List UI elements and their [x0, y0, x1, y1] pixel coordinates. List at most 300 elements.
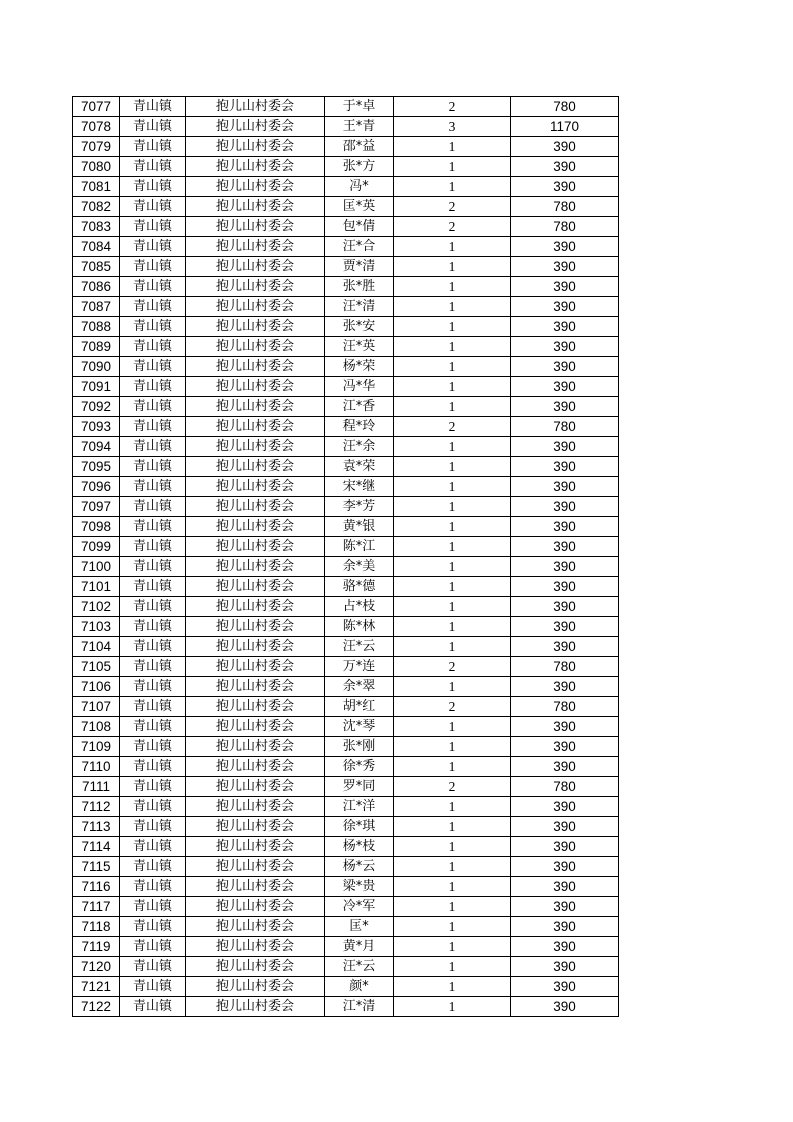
town-cell: 青山镇	[120, 317, 186, 337]
amount-cell: 390	[511, 377, 619, 397]
amount-cell: 390	[511, 457, 619, 477]
village-cell: 抱儿山村委会	[186, 397, 325, 417]
name-cell: 罗*同	[325, 777, 394, 797]
village-cell: 抱儿山村委会	[186, 197, 325, 217]
row-id-cell: 7106	[73, 677, 120, 697]
village-cell: 抱儿山村委会	[186, 417, 325, 437]
row-id-cell: 7079	[73, 137, 120, 157]
village-cell: 抱儿山村委会	[186, 937, 325, 957]
table-row	[73, 477, 619, 497]
amount-cell: 390	[511, 797, 619, 817]
town-cell: 青山镇	[120, 417, 186, 437]
amount-cell: 390	[511, 337, 619, 357]
name-cell: 于*卓	[325, 97, 394, 117]
village-cell: 抱儿山村委会	[186, 117, 325, 137]
name-cell: 杨*荣	[325, 357, 394, 377]
town-cell: 青山镇	[120, 477, 186, 497]
household-count-cell: 1	[394, 617, 511, 637]
town-cell: 青山镇	[120, 197, 186, 217]
village-cell: 抱儿山村委会	[186, 297, 325, 317]
name-cell: 江*清	[325, 997, 394, 1017]
table-row	[73, 217, 619, 237]
table-row	[73, 637, 619, 657]
village-cell: 抱儿山村委会	[186, 177, 325, 197]
town-cell: 青山镇	[120, 257, 186, 277]
row-id-cell: 7120	[73, 957, 120, 977]
town-cell: 青山镇	[120, 797, 186, 817]
name-cell: 宋*继	[325, 477, 394, 497]
amount-cell: 390	[511, 677, 619, 697]
household-count-cell: 1	[394, 877, 511, 897]
household-count-cell: 2	[394, 777, 511, 797]
village-cell: 抱儿山村委会	[186, 677, 325, 697]
name-cell: 贾*清	[325, 257, 394, 277]
household-count-cell: 1	[394, 837, 511, 857]
amount-cell: 390	[511, 997, 619, 1017]
town-cell: 青山镇	[120, 277, 186, 297]
table-row	[73, 977, 619, 997]
household-count-cell: 2	[394, 697, 511, 717]
amount-cell: 390	[511, 177, 619, 197]
row-id-cell: 7100	[73, 557, 120, 577]
town-cell: 青山镇	[120, 497, 186, 517]
table-row	[73, 557, 619, 577]
name-cell: 黄*月	[325, 937, 394, 957]
amount-cell: 780	[511, 697, 619, 717]
name-cell: 汪*云	[325, 637, 394, 657]
town-cell: 青山镇	[120, 97, 186, 117]
household-count-cell: 1	[394, 897, 511, 917]
row-id-cell: 7089	[73, 337, 120, 357]
table-row	[73, 517, 619, 537]
table-row	[73, 337, 619, 357]
row-id-cell: 7078	[73, 117, 120, 137]
town-cell: 青山镇	[120, 817, 186, 837]
table-row	[73, 577, 619, 597]
table-row	[73, 937, 619, 957]
village-cell: 抱儿山村委会	[186, 657, 325, 677]
household-count-cell: 1	[394, 497, 511, 517]
name-cell: 匡*	[325, 917, 394, 937]
row-id-cell: 7088	[73, 317, 120, 337]
amount-cell: 390	[511, 577, 619, 597]
household-count-cell: 2	[394, 97, 511, 117]
name-cell: 匡*英	[325, 197, 394, 217]
village-cell: 抱儿山村委会	[186, 957, 325, 977]
household-count-cell: 1	[394, 357, 511, 377]
table-row	[73, 537, 619, 557]
amount-cell: 780	[511, 197, 619, 217]
name-cell: 颜*	[325, 977, 394, 997]
amount-cell: 780	[511, 97, 619, 117]
village-cell: 抱儿山村委会	[186, 857, 325, 877]
village-cell: 抱儿山村委会	[186, 637, 325, 657]
name-cell: 杨*云	[325, 857, 394, 877]
amount-cell: 780	[511, 217, 619, 237]
amount-cell: 390	[511, 257, 619, 277]
amount-cell: 1170	[511, 117, 619, 137]
table-row	[73, 797, 619, 817]
name-cell: 汪*合	[325, 237, 394, 257]
household-count-cell: 1	[394, 377, 511, 397]
name-cell: 万*连	[325, 657, 394, 677]
town-cell: 青山镇	[120, 657, 186, 677]
row-id-cell: 7116	[73, 877, 120, 897]
household-count-cell: 1	[394, 597, 511, 617]
household-count-cell: 1	[394, 277, 511, 297]
amount-cell: 390	[511, 757, 619, 777]
village-cell: 抱儿山村委会	[186, 617, 325, 637]
table-row	[73, 397, 619, 417]
name-cell: 陈*林	[325, 617, 394, 637]
table-row	[73, 197, 619, 217]
row-id-cell: 7122	[73, 997, 120, 1017]
household-count-cell: 1	[394, 917, 511, 937]
table-row	[73, 657, 619, 677]
village-cell: 抱儿山村委会	[186, 257, 325, 277]
name-cell: 余*美	[325, 557, 394, 577]
town-cell: 青山镇	[120, 157, 186, 177]
table-row	[73, 137, 619, 157]
name-cell: 邵*益	[325, 137, 394, 157]
row-id-cell: 7113	[73, 817, 120, 837]
town-cell: 青山镇	[120, 397, 186, 417]
amount-cell: 390	[511, 357, 619, 377]
amount-cell: 780	[511, 777, 619, 797]
household-count-cell: 1	[394, 397, 511, 417]
amount-cell: 780	[511, 417, 619, 437]
amount-cell: 390	[511, 817, 619, 837]
table-body	[73, 97, 619, 1017]
town-cell: 青山镇	[120, 617, 186, 637]
town-cell: 青山镇	[120, 357, 186, 377]
amount-cell: 390	[511, 477, 619, 497]
table-row	[73, 257, 619, 277]
row-id-cell: 7099	[73, 537, 120, 557]
village-cell: 抱儿山村委会	[186, 897, 325, 917]
table-row	[73, 697, 619, 717]
table-row	[73, 237, 619, 257]
row-id-cell: 7097	[73, 497, 120, 517]
table-row	[73, 837, 619, 857]
amount-cell: 390	[511, 897, 619, 917]
subsidy-table	[72, 96, 619, 1017]
amount-cell: 390	[511, 137, 619, 157]
name-cell: 张*胜	[325, 277, 394, 297]
name-cell: 张*安	[325, 317, 394, 337]
household-count-cell: 1	[394, 457, 511, 477]
table-row	[73, 377, 619, 397]
town-cell: 青山镇	[120, 917, 186, 937]
row-id-cell: 7092	[73, 397, 120, 417]
table-row	[73, 357, 619, 377]
table-row	[73, 117, 619, 137]
name-cell: 汪*云	[325, 957, 394, 977]
town-cell: 青山镇	[120, 437, 186, 457]
household-count-cell: 1	[394, 997, 511, 1017]
row-id-cell: 7083	[73, 217, 120, 237]
amount-cell: 390	[511, 937, 619, 957]
name-cell: 沈*琴	[325, 717, 394, 737]
row-id-cell: 7095	[73, 457, 120, 477]
town-cell: 青山镇	[120, 457, 186, 477]
town-cell: 青山镇	[120, 117, 186, 137]
village-cell: 抱儿山村委会	[186, 497, 325, 517]
household-count-cell: 1	[394, 637, 511, 657]
row-id-cell: 7119	[73, 937, 120, 957]
town-cell: 青山镇	[120, 177, 186, 197]
village-cell: 抱儿山村委会	[186, 577, 325, 597]
table-row	[73, 817, 619, 837]
amount-cell: 390	[511, 277, 619, 297]
table-row	[73, 417, 619, 437]
row-id-cell: 7084	[73, 237, 120, 257]
amount-cell: 390	[511, 397, 619, 417]
name-cell: 杨*枝	[325, 837, 394, 857]
village-cell: 抱儿山村委会	[186, 757, 325, 777]
amount-cell: 390	[511, 517, 619, 537]
household-count-cell: 1	[394, 157, 511, 177]
table-row	[73, 997, 619, 1017]
amount-cell: 390	[511, 857, 619, 877]
table-row	[73, 617, 619, 637]
household-count-cell: 1	[394, 937, 511, 957]
household-count-cell: 2	[394, 217, 511, 237]
table-row	[73, 177, 619, 197]
table-row	[73, 777, 619, 797]
household-count-cell: 1	[394, 557, 511, 577]
town-cell: 青山镇	[120, 717, 186, 737]
name-cell: 冯*华	[325, 377, 394, 397]
town-cell: 青山镇	[120, 237, 186, 257]
row-id-cell: 7117	[73, 897, 120, 917]
name-cell: 汪*余	[325, 437, 394, 457]
household-count-cell: 1	[394, 977, 511, 997]
village-cell: 抱儿山村委会	[186, 797, 325, 817]
amount-cell: 390	[511, 237, 619, 257]
village-cell: 抱儿山村委会	[186, 537, 325, 557]
town-cell: 青山镇	[120, 757, 186, 777]
table-row	[73, 457, 619, 477]
name-cell: 陈*江	[325, 537, 394, 557]
name-cell: 冯*	[325, 177, 394, 197]
town-cell: 青山镇	[120, 777, 186, 797]
village-cell: 抱儿山村委会	[186, 997, 325, 1017]
village-cell: 抱儿山村委会	[186, 277, 325, 297]
amount-cell: 780	[511, 657, 619, 677]
town-cell: 青山镇	[120, 377, 186, 397]
name-cell: 徐*琪	[325, 817, 394, 837]
village-cell: 抱儿山村委会	[186, 777, 325, 797]
table-row	[73, 917, 619, 937]
amount-cell: 390	[511, 537, 619, 557]
table-row	[73, 437, 619, 457]
name-cell: 汪*清	[325, 297, 394, 317]
name-cell: 徐*秀	[325, 757, 394, 777]
name-cell: 程*玲	[325, 417, 394, 437]
town-cell: 青山镇	[120, 137, 186, 157]
table-row	[73, 277, 619, 297]
table-row	[73, 497, 619, 517]
amount-cell: 390	[511, 557, 619, 577]
row-id-cell: 7102	[73, 597, 120, 617]
household-count-cell: 1	[394, 137, 511, 157]
town-cell: 青山镇	[120, 837, 186, 857]
table-row	[73, 597, 619, 617]
household-count-cell: 1	[394, 317, 511, 337]
amount-cell: 390	[511, 717, 619, 737]
household-count-cell: 1	[394, 797, 511, 817]
town-cell: 青山镇	[120, 697, 186, 717]
household-count-cell: 2	[394, 197, 511, 217]
table-row	[73, 97, 619, 117]
household-count-cell: 1	[394, 957, 511, 977]
household-count-cell: 1	[394, 517, 511, 537]
name-cell: 黄*银	[325, 517, 394, 537]
town-cell: 青山镇	[120, 597, 186, 617]
household-count-cell: 1	[394, 437, 511, 457]
town-cell: 青山镇	[120, 677, 186, 697]
household-count-cell: 1	[394, 257, 511, 277]
household-count-cell: 1	[394, 757, 511, 777]
row-id-cell: 7087	[73, 297, 120, 317]
name-cell: 江*香	[325, 397, 394, 417]
village-cell: 抱儿山村委会	[186, 877, 325, 897]
amount-cell: 390	[511, 637, 619, 657]
amount-cell: 390	[511, 837, 619, 857]
row-id-cell: 7098	[73, 517, 120, 537]
village-cell: 抱儿山村委会	[186, 157, 325, 177]
household-count-cell: 1	[394, 237, 511, 257]
row-id-cell: 7114	[73, 837, 120, 857]
row-id-cell: 7082	[73, 197, 120, 217]
village-cell: 抱儿山村委会	[186, 317, 325, 337]
town-cell: 青山镇	[120, 977, 186, 997]
town-cell: 青山镇	[120, 337, 186, 357]
amount-cell: 390	[511, 977, 619, 997]
table-row	[73, 757, 619, 777]
amount-cell: 390	[511, 597, 619, 617]
table-row	[73, 317, 619, 337]
row-id-cell: 7096	[73, 477, 120, 497]
village-cell: 抱儿山村委会	[186, 477, 325, 497]
row-id-cell: 7093	[73, 417, 120, 437]
household-count-cell: 2	[394, 417, 511, 437]
town-cell: 青山镇	[120, 217, 186, 237]
village-cell: 抱儿山村委会	[186, 337, 325, 357]
row-id-cell: 7121	[73, 977, 120, 997]
town-cell: 青山镇	[120, 577, 186, 597]
amount-cell: 390	[511, 497, 619, 517]
household-count-cell: 1	[394, 857, 511, 877]
name-cell: 袁*荣	[325, 457, 394, 477]
household-count-cell: 1	[394, 477, 511, 497]
row-id-cell: 7080	[73, 157, 120, 177]
household-count-cell: 1	[394, 717, 511, 737]
name-cell: 梁*贵	[325, 877, 394, 897]
name-cell: 骆*德	[325, 577, 394, 597]
row-id-cell: 7111	[73, 777, 120, 797]
household-count-cell: 1	[394, 337, 511, 357]
row-id-cell: 7081	[73, 177, 120, 197]
amount-cell: 390	[511, 617, 619, 637]
table-row	[73, 157, 619, 177]
household-count-cell: 1	[394, 297, 511, 317]
village-cell: 抱儿山村委会	[186, 437, 325, 457]
household-count-cell: 1	[394, 177, 511, 197]
name-cell: 包*倩	[325, 217, 394, 237]
amount-cell: 390	[511, 157, 619, 177]
village-cell: 抱儿山村委会	[186, 557, 325, 577]
town-cell: 青山镇	[120, 957, 186, 977]
row-id-cell: 7110	[73, 757, 120, 777]
name-cell: 胡*红	[325, 697, 394, 717]
amount-cell: 390	[511, 297, 619, 317]
amount-cell: 390	[511, 737, 619, 757]
town-cell: 青山镇	[120, 937, 186, 957]
village-cell: 抱儿山村委会	[186, 717, 325, 737]
amount-cell: 390	[511, 957, 619, 977]
table-row	[73, 957, 619, 977]
name-cell: 余*翠	[325, 677, 394, 697]
name-cell: 张*刚	[325, 737, 394, 757]
name-cell: 李*芳	[325, 497, 394, 517]
row-id-cell: 7107	[73, 697, 120, 717]
town-cell: 青山镇	[120, 537, 186, 557]
name-cell: 王*青	[325, 117, 394, 137]
amount-cell: 390	[511, 877, 619, 897]
town-cell: 青山镇	[120, 997, 186, 1017]
village-cell: 抱儿山村委会	[186, 737, 325, 757]
household-count-cell: 1	[394, 537, 511, 557]
row-id-cell: 7077	[73, 97, 120, 117]
household-count-cell: 1	[394, 677, 511, 697]
village-cell: 抱儿山村委会	[186, 597, 325, 617]
table-row	[73, 717, 619, 737]
town-cell: 青山镇	[120, 557, 186, 577]
household-count-cell: 1	[394, 737, 511, 757]
table-row	[73, 857, 619, 877]
household-count-cell: 3	[394, 117, 511, 137]
household-count-cell: 2	[394, 657, 511, 677]
row-id-cell: 7118	[73, 917, 120, 937]
row-id-cell: 7091	[73, 377, 120, 397]
name-cell: 汪*英	[325, 337, 394, 357]
village-cell: 抱儿山村委会	[186, 917, 325, 937]
village-cell: 抱儿山村委会	[186, 837, 325, 857]
table-row	[73, 297, 619, 317]
row-id-cell: 7109	[73, 737, 120, 757]
town-cell: 青山镇	[120, 857, 186, 877]
town-cell: 青山镇	[120, 897, 186, 917]
name-cell: 占*枝	[325, 597, 394, 617]
household-count-cell: 1	[394, 817, 511, 837]
row-id-cell: 7108	[73, 717, 120, 737]
row-id-cell: 7090	[73, 357, 120, 377]
row-id-cell: 7104	[73, 637, 120, 657]
town-cell: 青山镇	[120, 637, 186, 657]
town-cell: 青山镇	[120, 737, 186, 757]
town-cell: 青山镇	[120, 877, 186, 897]
village-cell: 抱儿山村委会	[186, 237, 325, 257]
village-cell: 抱儿山村委会	[186, 817, 325, 837]
row-id-cell: 7115	[73, 857, 120, 877]
name-cell: 江*洋	[325, 797, 394, 817]
amount-cell: 390	[511, 317, 619, 337]
village-cell: 抱儿山村委会	[186, 517, 325, 537]
row-id-cell: 7086	[73, 277, 120, 297]
row-id-cell: 7105	[73, 657, 120, 677]
